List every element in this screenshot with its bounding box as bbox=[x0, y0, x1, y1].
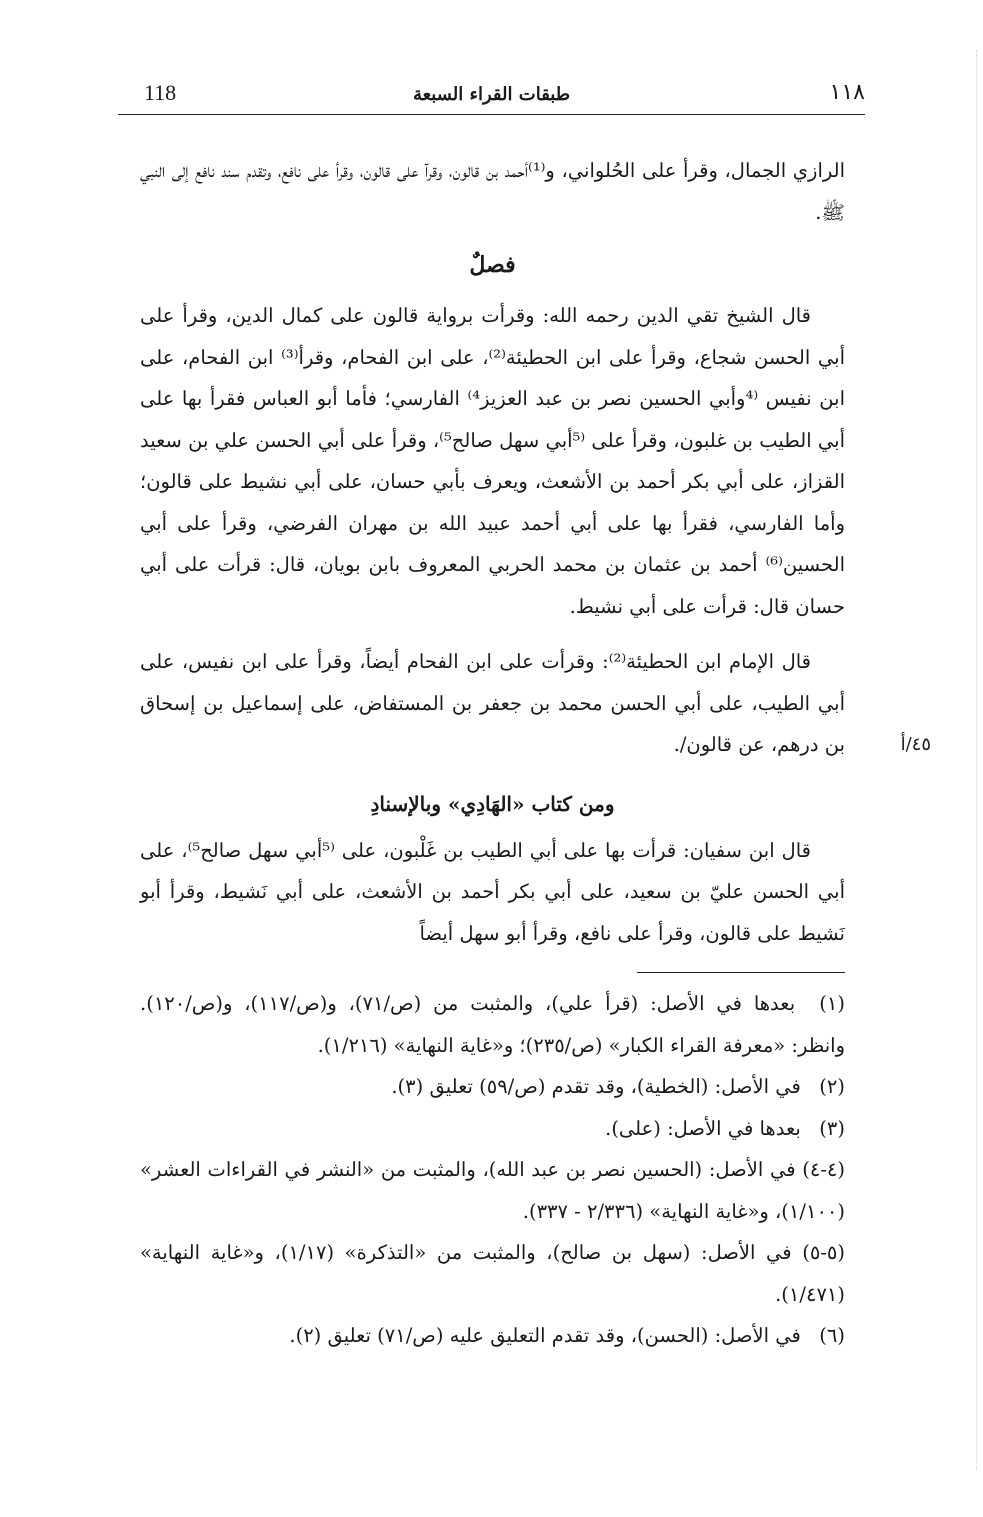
footnote-text: في الأصل: (الخطية)، وقد تقدم (ص/٥٩) تعليق (٣). bbox=[391, 1075, 801, 1098]
paragraph-3: قال الإمام ابن الحطيئة⁽²⁾: وقرأت على ابن الفحام أيضاً، وقرأ على ابن نفيس، على أبي الطيب، على أبي الحسن محمد بن جعفر بن المستفاض، على إسماعيل بن إسحاق بن درهم، عن قالون/. bbox=[140, 650, 845, 756]
footnote bbox=[140, 1149, 845, 1232]
footnote-number: (٢) bbox=[819, 1075, 845, 1098]
paragraph-4: قال ابن سفيان: قرأت بها على أبي الطيب بن غَلْبون، على ⁽⁵أبي سهل صالح⁵⁾، على أبي الحسن عليّ بن سعيد، على أبي بكر أحمد بن الأشعث، على أبي نَشيط، وقرأ أبو نَشيط على قالون، وقرأ على نافع، وقرأ أبو سهل أيضاً bbox=[140, 838, 845, 945]
footnote-divider bbox=[637, 972, 845, 973]
footnote bbox=[140, 1315, 845, 1357]
page-header bbox=[118, 80, 865, 115]
footnote-number: (٤-٤) bbox=[802, 1158, 845, 1181]
footnote-number: (٦) bbox=[819, 1324, 845, 1347]
footnote bbox=[140, 1066, 845, 1108]
footnotes bbox=[140, 983, 845, 1357]
footnote-text: في الأصل: (الحسن)، وقد تقدم التعليق عليه (ص/٧١) تعليق (٢). bbox=[289, 1324, 801, 1347]
footnote-number: (١) bbox=[819, 992, 845, 1015]
footnote bbox=[140, 1232, 845, 1315]
footnote bbox=[140, 1108, 845, 1150]
page-number-latin: 118 bbox=[144, 80, 177, 105]
footnote bbox=[140, 983, 845, 1066]
paragraph-2: قال الشيخ تقي الدين رحمه الله: وقرأت برواية قالون على كمال الدين، وقرأ على أبي الحسن شجاع، وقرأ على ابن الحطيئة⁽²⁾، على ابن الفحام، وقرأ⁽³⁾ ابن الفحام، على ابن نفيس ⁽⁴وأبي الحسين نصر بن عبد العزيز⁴⁾ الفارسي؛ فأما أبو العباس فقرأ بها على أبي الطيب بن غلبون، وقرأ على ⁽⁵أبي سهل صالح⁵⁾، وقرأ على أبي الحسن علي بن سعيد القزاز، على أبي بكر أحمد بن الأشعث، ويعرف بأبي حسان، على أبي نشيط على قالون؛ وأما الفارسي، فقرأ بها على أبي أحمد عبيد الله بن مهران الفرضي، وقرأ على أبي الحسين⁽⁶⁾ أحمد بن عثمان بن محمد الحربي المعروف بابن بويان، قال: قرأت على أبي حسان قال: قرأت على أبي نشيط. bbox=[140, 304, 845, 618]
paragraph-1: الرازي الجمال، وقرأ على الحُلواني، و⁽¹⁾أحمد بن قالون، وقرآ على قالون، وقرأ على نافع، وتقدم سند نافع إلى النبي ﷺ. bbox=[140, 159, 845, 224]
footnote-number: (٣) bbox=[819, 1116, 845, 1140]
section-title: فصلٌ bbox=[469, 252, 516, 278]
running-title: طبقات القراء السبعة bbox=[412, 84, 571, 105]
scan-edge-line bbox=[976, 50, 977, 1470]
footnote-text: في الأصل: (الحسين نصر بن عبد الله)، والمثبت من «النشر في القراءات العشر» (١/١٠٠)، و«غاية النهاية» (٢/٣٣٦ - ٣٣٧). bbox=[140, 1158, 845, 1223]
footnote-text: بعدها في الأصل: (قرأ علي)، والمثبت من (ص/٧١)، و(ص/١١٧)، و(ص/١٢٠). وانظر: «معرفة القراء الكبار» (ص/٢٣٥)؛ و«غاية النهاية» (١/٢١٦). bbox=[140, 992, 845, 1057]
footnote-number: (٥-٥) bbox=[802, 1241, 845, 1264]
main-text bbox=[140, 150, 931, 1357]
paragraph-3-wrap bbox=[140, 641, 931, 766]
footnote-text: بعدها في الأصل: (على). bbox=[605, 1116, 801, 1140]
page-number-arabic: ١١٨ bbox=[829, 80, 865, 105]
manuscript-folio-marker: ٤٥/أ bbox=[900, 734, 931, 755]
footnote-text: في الأصل: (سهل بن صالح)، والمثبت من «التذكرة» (١/١٧)، و«غاية النهاية» (١/٤٧١). bbox=[140, 1241, 845, 1306]
sub-title: ومن كتاب «الهَادِي» وبالإسنادِ bbox=[370, 791, 615, 816]
